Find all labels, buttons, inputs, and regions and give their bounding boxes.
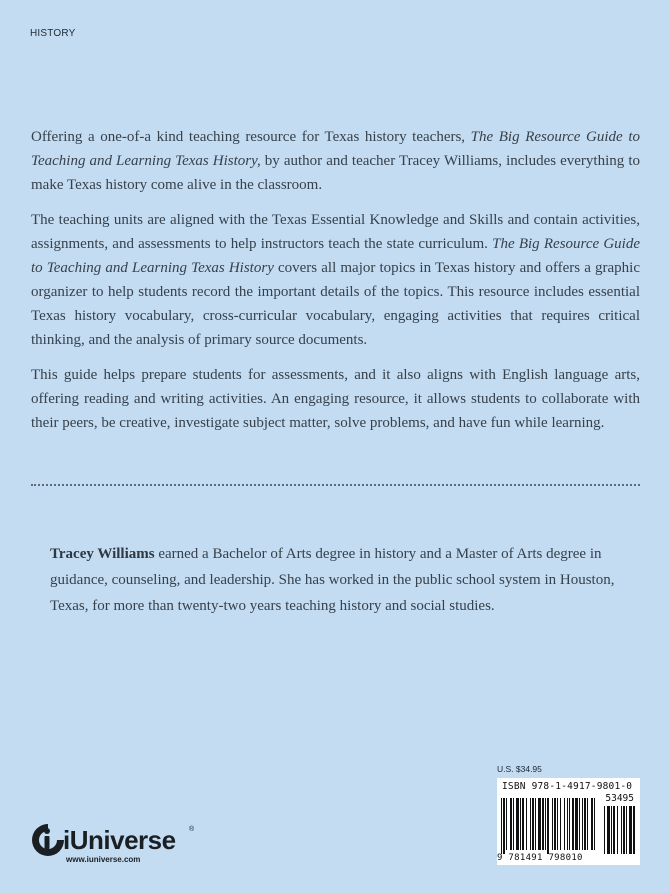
dotted-divider	[31, 484, 640, 486]
author-bio: Tracey Williams earned a Bachelor of Arts degree in history and a Master of Arts degree in guidance, counseling, and leadership. She has worked in the public school system in Houston, Texas, for more than twenty-two years teaching history and social studies.	[50, 546, 615, 614]
description-paragraph-2: The teaching units are aligned with the Texas Essential Knowledge and Skills and contain activities, assignments, and assessments to help instructors teach the state curriculum. The Big Resource Guide to Teaching and Learning Texas History covers all major topics in Texas history and offers a graphic organizer to help students record the important details of the topics. This resource includes essential Texas history vocabulary, cross-curricular vocabulary, engaging activities that requires critical thinking, and the analysis of primary source documents.	[31, 212, 641, 348]
publisher-url: www.iuniverse.com	[66, 855, 141, 864]
registered-mark: ®	[189, 826, 195, 833]
category-label: HISTORY	[30, 28, 76, 39]
barcode-number: 9 781491 798010	[497, 853, 583, 863]
publisher-name: iUniverse	[63, 825, 176, 855]
description-paragraph-1: Offering a one-of-a kind teaching resource for Texas history teachers, The Big Resource Guide to Teaching and Learning Texas History, by author and teacher Tracey Williams, includes everything to make Texas history come alive in the classroom.	[31, 129, 640, 193]
isbn-text: ISBN 978-1-4917-9801-0	[502, 781, 633, 792]
isbn-barcode	[497, 778, 640, 865]
price-label: U.S. $34.95	[497, 764, 542, 774]
book-description	[31, 125, 640, 446]
publisher-logo	[30, 822, 210, 866]
book-title: The Big Resource Guide to Teaching and Learning Texas History	[31, 236, 641, 276]
barcode-bars-icon	[499, 792, 638, 854]
iuniverse-logo-icon	[30, 822, 66, 858]
book-title: The Big Resource Guide to Teaching and Learning Texas History,	[31, 129, 640, 169]
author-name: Tracey Williams	[50, 546, 155, 562]
price-addon-code: 53495	[605, 793, 634, 804]
description-paragraph-3: This guide helps prepare students for assessments, and it also aligns with English language arts, offering reading and writing activities. An engaging resource, it allows students to collaborate with their peers, be creative, investigate subject matter, solve problems, and have fun while learning.	[31, 367, 640, 431]
